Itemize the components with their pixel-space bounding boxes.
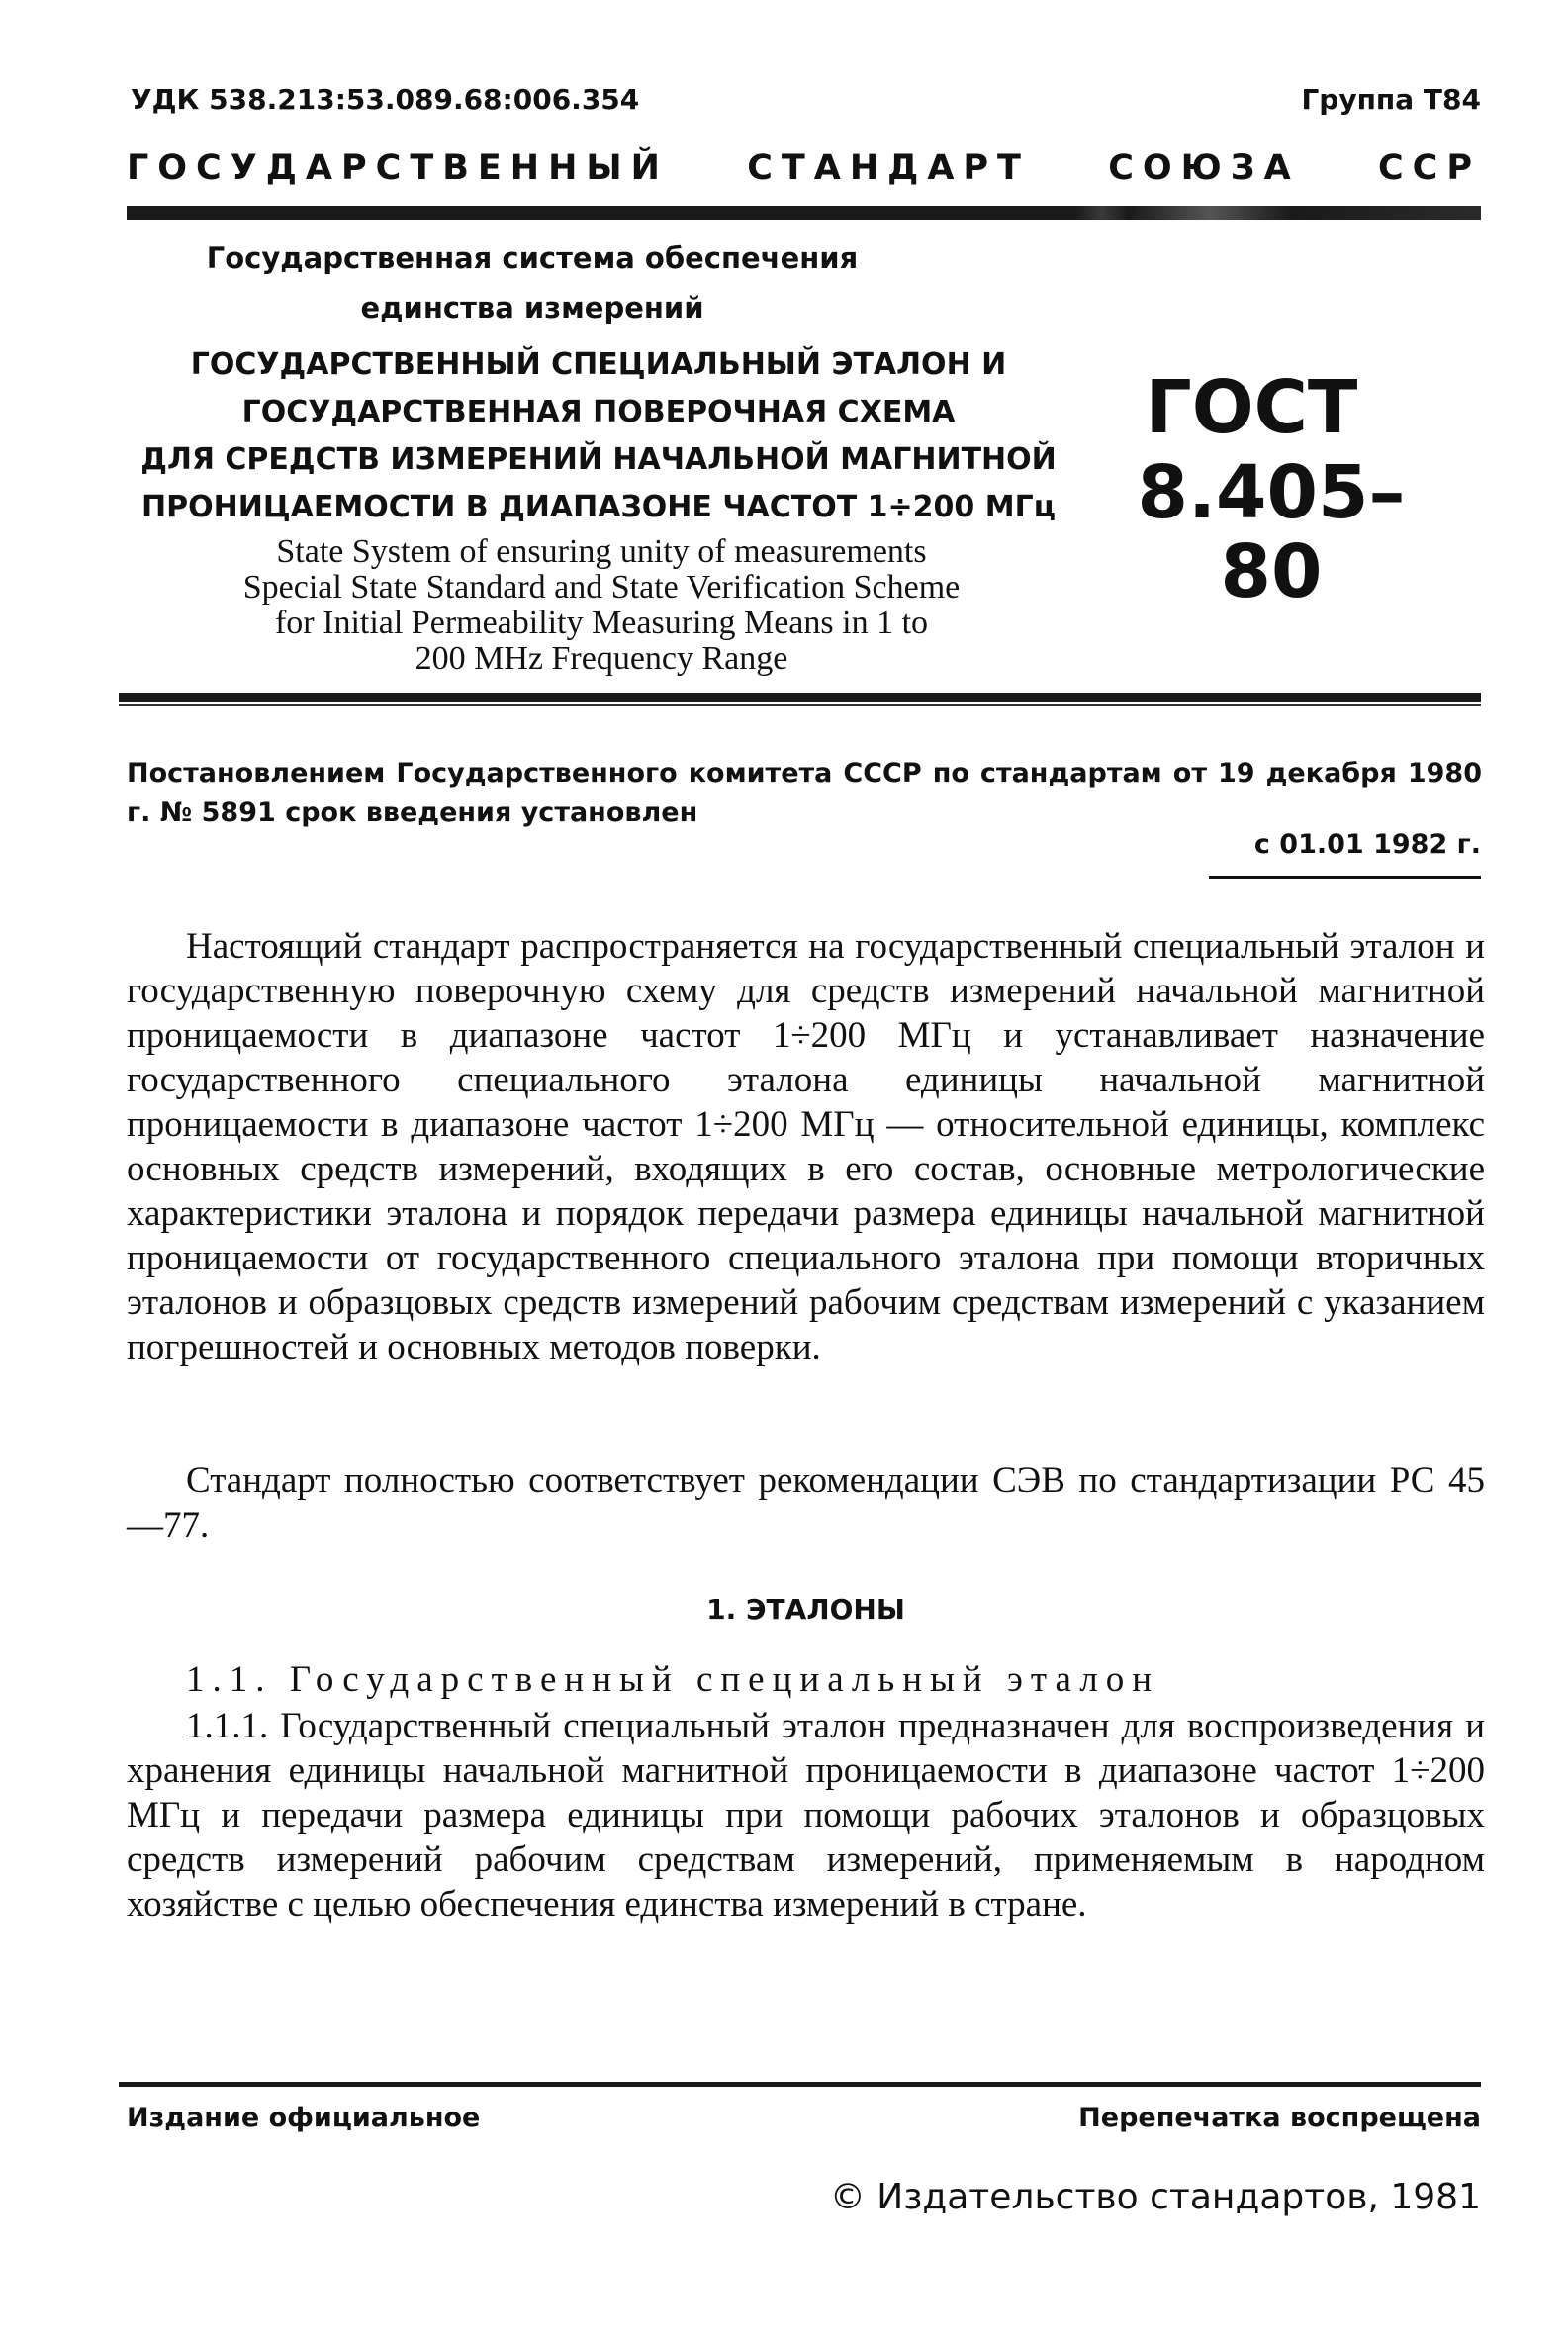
gost-number: 8.405–80 [1137, 450, 1406, 614]
title-line: ПРОНИЦАЕМОСТИ В ДИАПАЗОНЕ ЧАСТОТ 1÷200 МГц [141, 490, 1056, 524]
gost-label: ГОСТ [1145, 365, 1358, 450]
clause-paragraph: 1.1.1. Государственный специальный эталон предназначен для воспроизведения и хранения единицы начальной магнитной проницаемости в диапазоне частот 1÷200 МГц и передачи размера единицы при помощи рабочих эталонов и образцовых средств измерений рабочим средствам измерений, применяемым в народном хозяйстве с целью обеспечения единства измерений в стране. [127, 1706, 1485, 1925]
section-rule-thin [119, 704, 1481, 706]
english-line: 200 MHz Frequency Range [415, 640, 788, 677]
title-word: СОЮЗА [1108, 148, 1300, 188]
reprint-notice: Перепечатка воспрещена [1078, 2103, 1481, 2133]
state-standard-title [127, 148, 1481, 188]
english-title [117, 534, 1086, 677]
copyright: © Издательство стандартов, 1981 [829, 2177, 1481, 2217]
header-rule [127, 206, 1481, 220]
section-heading: 1. ЭТАЛОНЫ [706, 1593, 905, 1626]
effective-date-underline [1209, 876, 1481, 879]
compliance-paragraph: Стандарт полностью соответствует рекомендации СЭВ по стандартизации РС 45—77. [127, 1460, 1485, 1546]
intro-paragraph: Настоящий стандарт распространяется на государственный специальный эталон и государственную поверочную схему для средств измерений начальной магнитной проницаемости в диапазоне частот 1÷200 МГц и устанавливает назначение государственного специального эталона единицы начальной магнитной проницаемости в диапазоне частот 1÷200 МГц — относительной единицы, комплекс основных средств измерений, входящих в его состав, основные метрологические характеристики эталона и порядок передачи размера единицы начальной магнитной проницаемости от государственного специального эталона при помощи вторичных эталонов и образцовых средств измерений рабочим средствам измерений с указанием погрешностей и основных методов поверки. [127, 926, 1485, 1367]
system-line: единства измерений [360, 291, 704, 325]
english-line: Special State Standard and State Verification Scheme [242, 569, 961, 606]
official-edition: Издание официальное [127, 2103, 481, 2133]
english-line: State System of ensuring unity of measurements [276, 533, 927, 570]
footer-rule [119, 2082, 1481, 2087]
title-line: ГОСУДАРСТВЕННЫЙ СПЕЦИАЛЬНЫЙ ЭТАЛОН И [190, 347, 1007, 382]
title-word: СТАНДАРТ [747, 148, 1030, 188]
english-line: for Initial Permeability Measuring Means in 1 to [274, 605, 929, 641]
standard-title [119, 341, 1078, 531]
title-line: ГОСУДАРСТВЕННАЯ ПОВЕРОЧНАЯ СХЕМА [241, 395, 956, 429]
title-line: ДЛЯ СРЕДСТВ ИЗМЕРЕНИЙ НАЧАЛЬНОЙ МАГНИТНОЙ [140, 442, 1057, 477]
title-word: ГОСУДАРСТВЕННЫЙ [127, 148, 669, 188]
udk-code: УДК 538.213:53.089.68:006.354 [131, 83, 640, 116]
effective-date: с 01.01 1982 г. [1253, 829, 1481, 860]
subsection-heading: 1.1. Государственный специальный эталон [186, 1659, 1159, 1700]
decree-text: Постановлением Государственного комитета СССР по стандартам от 19 декабря 1980 г. № 5891 срок введения установлен [127, 758, 1482, 828]
measurement-system [127, 234, 938, 332]
system-line: Государственная система обеспечения [206, 241, 859, 275]
section-rule [119, 693, 1481, 702]
title-word: ССР [1377, 148, 1481, 188]
group-code: Группа Т84 [1301, 83, 1481, 116]
